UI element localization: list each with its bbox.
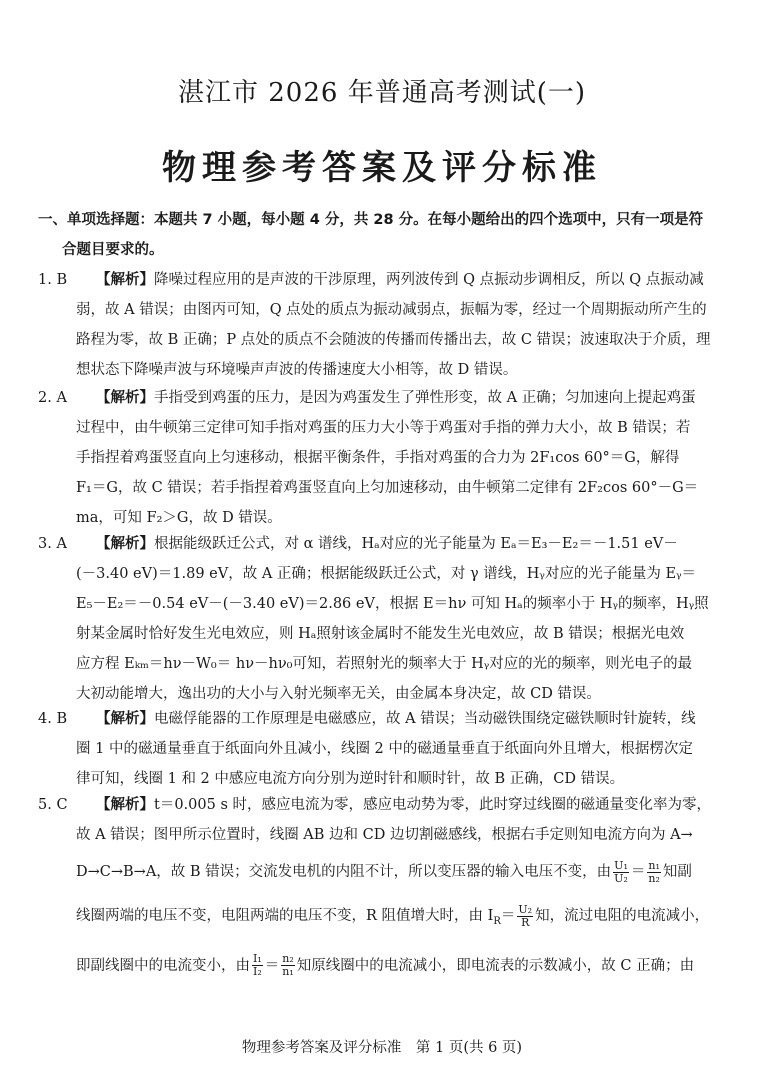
analysis-tag: 【解析】	[96, 711, 154, 727]
equals-sign: ＝	[264, 957, 280, 974]
answer-text: 路程为零，故 B 正确；P 点处的质点不会随波的传播而传播出去，故 C 错误；波速取决于介质，理	[76, 332, 711, 348]
fraction-denominator: U₂	[614, 871, 628, 885]
answer-text: 大初动能增大，逸出功的大小与入射光频率无关，由金属本身决定，故 CD 错误。	[76, 686, 601, 702]
answer-text: (－3.40 eV)＝1.89 eV，故 A 正确；根据能级跃迁公式，对 γ 谱线，Hᵧ对应的光子能量为 Eᵧ＝	[76, 566, 697, 582]
exam-title: 湛江市 2026 年普通高考测试(一)	[178, 78, 586, 108]
answer-text: 降噪过程应用的是声波的干涉原理，两列波传到 Q 点振动步调相反，所以 Q 点振动减	[154, 272, 704, 288]
answer-text: t＝0.005 s 时，感应电流为零，感应电动势为零，此时穿过线圈的磁通量变化率为零，	[154, 797, 711, 813]
fraction	[613, 860, 629, 885]
answer-text: 弱，故 A 错误；由图丙可知，Q 点处的质点为振动减弱点，振幅为零，经过一个周期振动所产生的	[76, 302, 707, 318]
section-heading-line-1: 一、单项选择题：本题共 7 小题，每小题 4 分，共 28 分。在每小题给出的四个选项中，只有一项是符	[38, 212, 704, 228]
answer-line-with-fraction	[38, 850, 730, 894]
answer-line	[38, 790, 730, 820]
answer-number: 1. B	[38, 272, 68, 288]
fraction-denominator: R	[521, 915, 530, 929]
fraction-numerator: n₁	[648, 858, 660, 872]
fraction-numerator: U₂	[518, 902, 533, 916]
answer-item-1	[38, 265, 730, 385]
answer-text: 根据能级跃迁公式，对 α 谱线，Hₐ对应的光子能量为 Eₐ＝E₃－E₂＝－1.51 eV－	[154, 536, 678, 552]
answer-text: 射某金属时恰好发生光电效应，则 Hₐ照射该金属时不能发生光电效应，故 B 错误；根据光电效	[76, 626, 685, 642]
equals-sign: ＝	[630, 864, 646, 880]
answer-text: 应方程 Eₖₘ＝hν－W₀＝ hν－hν₀可知，若照射光的频率大于 Hᵧ对应的光的频率，则光电子的最	[76, 656, 693, 672]
answer-text: 故 A 错误；图甲所示位置时，线圈 AB 边和 CD 边切割磁感线，根据右手定则知电流方向为 A→	[76, 827, 693, 843]
fraction-denominator: n₁	[282, 965, 294, 979]
answer-text: 手指捏着鸡蛋竖直向上匀速移动，根据平衡条件，手指对鸡蛋的合力为 2F₁cos 60°＝G，解得	[76, 450, 680, 466]
answer-number: 4. B	[38, 711, 68, 727]
answer-line	[38, 529, 730, 559]
fraction	[281, 953, 295, 978]
answer-text: F₁＝G，故 C 错误；若手指捏着鸡蛋竖直向上匀加速移动，由牛顿第二定律有 2F₂cos 60°－G＝	[76, 480, 699, 496]
answer-text: 线圈两端的电压不变，电阻两端的电压不变，R 阻值增大时，由 I	[76, 908, 494, 924]
section-heading-line-2: 合题目要求的。	[62, 242, 164, 258]
answer-item-3	[38, 529, 730, 709]
answer-text: 即副线圈中的电流变小，由	[76, 957, 250, 974]
answer-line-with-fraction	[38, 894, 730, 944]
fraction-numerator: I₁	[253, 952, 262, 966]
answer-item-2	[38, 383, 730, 533]
fraction-numerator: n₂	[282, 952, 294, 966]
answer-number: 5. C	[38, 797, 68, 813]
analysis-tag: 【解析】	[96, 272, 154, 288]
answer-text: 律可知，线圈 1 和 2 中感应电流方向分别为逆时针和顺时针，故 B 正确，CD 错误。	[76, 771, 625, 787]
answer-text: E₅－E₂＝－0.54 eV－(－3.40 eV)＝2.86 eV，根据 E＝hν 可知 Hₐ的频率小于 Hᵧ的频率，Hᵧ照	[76, 596, 709, 612]
answer-number: 2. A	[38, 390, 67, 406]
answer-text: 想状态下降噪声波与环境噪声声波的传播速度大小相等，故 D 错误。	[76, 362, 518, 378]
answer-line-with-fraction	[38, 944, 730, 988]
fraction	[647, 860, 661, 885]
answer-line	[38, 704, 730, 734]
analysis-tag: 【解析】	[96, 797, 154, 813]
answer-item-4	[38, 704, 730, 794]
answer-line	[38, 383, 730, 413]
answer-text: 知副	[662, 864, 692, 880]
answer-number: 3. A	[38, 536, 67, 552]
answer-text: 知，流过电阻的电流减小，	[535, 908, 710, 924]
answer-text: ma，可知 F₂＞G，故 D 错误。	[76, 510, 282, 526]
fraction-denominator: n₂	[648, 871, 660, 885]
answer-text: D→C→B→A，故 B 错误；交流发电机的内阻不计，所以变压器的输入电压不变，由	[76, 864, 612, 880]
fraction	[517, 904, 533, 929]
answer-text: 知原线圈中的电流减小，即电流表的示数减小，故 C 正确；由	[296, 957, 695, 974]
fraction-numerator: U₁	[614, 858, 628, 872]
analysis-tag: 【解析】	[96, 536, 154, 552]
section-heading-single-choice	[38, 205, 730, 265]
answer-text: 圈 1 中的磁通量垂直于纸面向外且减小，线圈 2 中的磁通量垂直于纸面向外且增大，根据楞次定	[76, 741, 693, 757]
page-footer: 物理参考答案及评分标准 第 1 页(共 6 页)	[241, 1040, 523, 1056]
fraction-denominator: I₂	[253, 965, 262, 979]
answer-item-5	[38, 790, 730, 988]
equals-sign: ＝	[500, 908, 516, 924]
answer-text: 手指受到鸡蛋的压力，是因为鸡蛋发生了弹性形变，故 A 正确；匀加速向上提起鸡蛋	[154, 390, 696, 406]
document-subtitle: 物理参考答案及评分标准	[162, 148, 602, 188]
answer-text: 过程中，由牛顿第三定律可知手指对鸡蛋的压力大小等于鸡蛋对手指的弹力大小，故 B 错误；若	[76, 420, 691, 436]
subscript: R	[493, 915, 501, 927]
answer-text: 电磁俘能器的工作原理是电磁感应，故 A 错误；当动磁铁围绕定磁铁顺时针旋转，线	[154, 711, 696, 727]
analysis-tag: 【解析】	[96, 390, 154, 406]
fraction	[252, 953, 263, 978]
answer-line	[38, 265, 730, 295]
